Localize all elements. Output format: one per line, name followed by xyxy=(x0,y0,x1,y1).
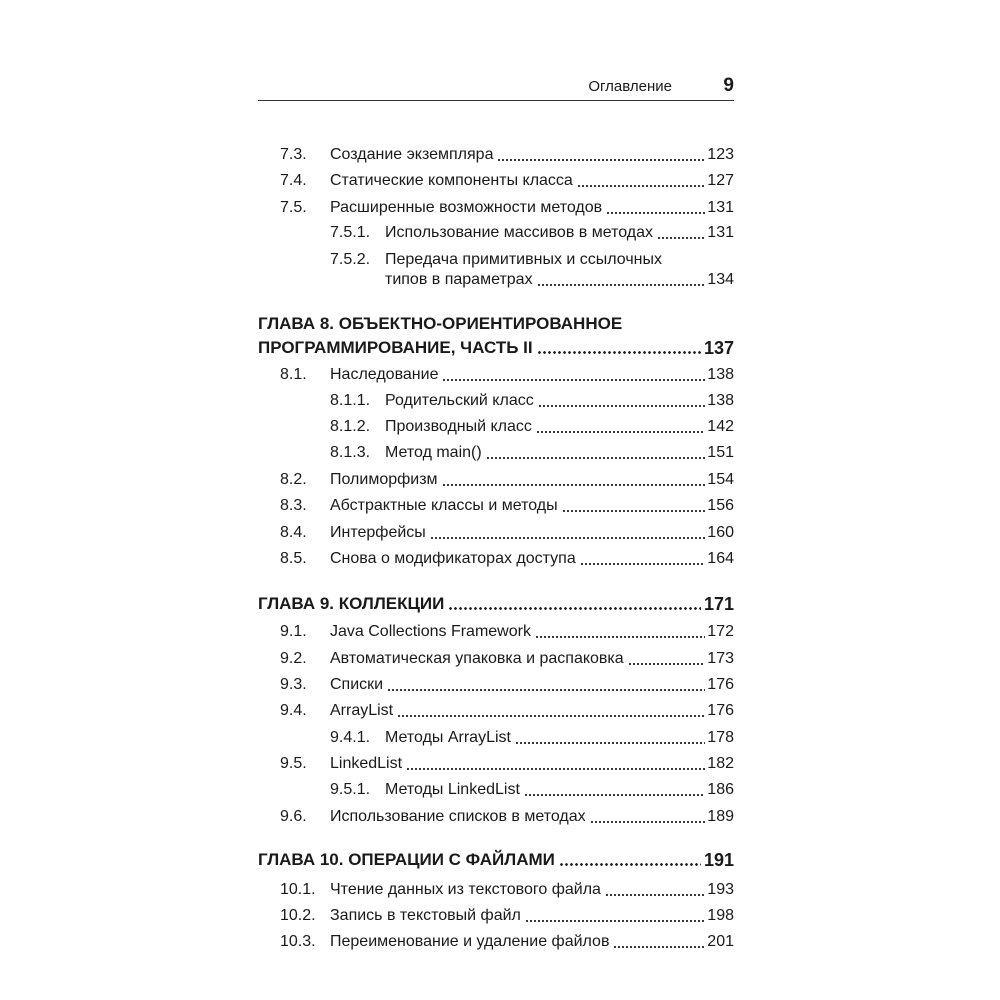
entry-page: 201 xyxy=(707,933,734,950)
toc-entry[interactable] xyxy=(0,877,1000,903)
toc-entry[interactable] xyxy=(0,804,1000,830)
header-page-number: 9 xyxy=(723,75,734,96)
entry-title: Расширенные возможности методов xyxy=(330,198,606,218)
entry-title: Использование списков в методах xyxy=(330,807,590,827)
entry-page: 198 xyxy=(707,907,734,924)
entry-number: 7.5.2. xyxy=(330,251,371,268)
dot-leader xyxy=(497,148,705,162)
toc-entry[interactable] xyxy=(0,646,1000,672)
entry-number: 8.1.3. xyxy=(330,444,371,461)
entry-title: Абстрактные классы и методы xyxy=(330,496,562,516)
toc-entry[interactable] xyxy=(0,903,1000,929)
dot-leader xyxy=(657,226,705,240)
entry-title: Метод main() xyxy=(385,443,486,463)
toc-entry[interactable] xyxy=(0,619,1000,645)
entry-title: Полиморфизм xyxy=(330,470,442,490)
toc-subentry[interactable] xyxy=(0,725,1000,751)
chapter-heading[interactable] xyxy=(258,312,734,360)
entry-title: Запись в текстовый файл xyxy=(330,906,525,926)
entry-title: Java Collections Framework xyxy=(330,622,535,642)
dot-leader xyxy=(486,446,706,460)
entry-number: 10.1. xyxy=(280,881,316,898)
entry-number: 9.5. xyxy=(280,755,307,772)
chapter-title-line1: ГЛАВА 8. ОБЪЕКТНО-ОРИЕНТИРОВАННОЕ xyxy=(258,314,623,333)
dot-leader xyxy=(577,174,705,188)
entry-number: 7.3. xyxy=(280,146,307,163)
toc-subentry[interactable] xyxy=(0,440,1000,466)
entry-title: Родительский класс xyxy=(385,391,538,411)
entry-page: 193 xyxy=(707,881,734,898)
chapter-page: 171 xyxy=(703,594,734,614)
dot-leader xyxy=(524,783,705,797)
dot-leader xyxy=(613,935,705,949)
entry-title: ArrayList xyxy=(330,701,397,721)
entry-number: 7.5.1. xyxy=(330,224,371,241)
toc-entry[interactable] xyxy=(0,698,1000,724)
entry-number: 8.5. xyxy=(280,550,307,567)
dot-leader xyxy=(536,420,705,434)
entry-page: 123 xyxy=(707,146,734,163)
entry-number: 7.5. xyxy=(280,199,307,216)
entry-title: Создание экземпляра xyxy=(330,145,497,165)
chapter-title: ГЛАВА 10. ОПЕРАЦИИ С ФАЙЛАМИ xyxy=(258,850,555,869)
dot-leader xyxy=(387,678,705,692)
entry-page: 134 xyxy=(707,271,734,288)
entry-number: 9.6. xyxy=(280,808,307,825)
entry-title-line2: типов в параметрах xyxy=(385,271,533,288)
entry-number: 10.3. xyxy=(280,933,316,950)
entry-page: 182 xyxy=(707,755,734,772)
toc-entry[interactable] xyxy=(0,168,1000,194)
entry-page: 176 xyxy=(707,702,734,719)
toc-subentry[interactable] xyxy=(0,777,1000,803)
entry-page: 138 xyxy=(707,366,734,383)
entry-page: 127 xyxy=(707,172,734,189)
entry-title: Переименование и удаление файлов xyxy=(330,932,613,952)
chapter-heading[interactable] xyxy=(258,592,734,616)
entry-page: 189 xyxy=(707,808,734,825)
dot-leader xyxy=(535,625,705,639)
dot-leader xyxy=(605,883,705,897)
dot-leader xyxy=(406,757,705,771)
entry-number: 8.1.1. xyxy=(330,392,371,409)
toc-entry[interactable] xyxy=(0,929,1000,955)
dot-leader xyxy=(430,526,706,540)
toc-entry[interactable] xyxy=(0,493,1000,519)
toc-entry[interactable] xyxy=(0,672,1000,698)
entry-page: 138 xyxy=(707,392,734,409)
toc-subentry[interactable] xyxy=(0,414,1000,440)
entry-number: 9.2. xyxy=(280,650,307,667)
toc-entry[interactable] xyxy=(0,546,1000,572)
header-title: Оглавление xyxy=(588,78,672,95)
toc-entry[interactable] xyxy=(0,142,1000,168)
entry-number: 9.4. xyxy=(280,702,307,719)
entry-page: 151 xyxy=(707,444,734,461)
dot-leader xyxy=(448,595,701,611)
entry-title: Наследование xyxy=(330,365,442,385)
entry-title: Чтение данных из текстового файла xyxy=(330,880,605,900)
dot-leader xyxy=(537,273,706,287)
entry-page: 173 xyxy=(707,650,734,667)
dot-leader xyxy=(537,339,701,355)
dot-leader xyxy=(562,499,706,513)
chapter-page: 137 xyxy=(703,338,734,358)
entry-page: 172 xyxy=(707,623,734,640)
dot-leader xyxy=(538,394,706,408)
dot-leader xyxy=(515,731,705,745)
toc-entry[interactable] xyxy=(0,467,1000,493)
entry-page: 160 xyxy=(707,524,734,541)
entry-number: 10.2. xyxy=(280,907,316,924)
toc-entry[interactable] xyxy=(0,520,1000,546)
entry-page: 131 xyxy=(707,224,734,241)
entry-title: Интерфейсы xyxy=(330,523,430,543)
entry-number: 8.4. xyxy=(280,524,307,541)
dot-leader xyxy=(559,851,701,867)
entry-title: Снова о модификаторах доступа xyxy=(330,549,580,569)
header-rule xyxy=(258,100,734,101)
toc-subentry[interactable] xyxy=(0,220,1000,246)
entry-number: 9.3. xyxy=(280,676,307,693)
entry-number: 8.1.2. xyxy=(330,418,371,435)
chapter-heading[interactable] xyxy=(258,848,734,872)
entry-title: Методы ArrayList xyxy=(385,728,515,748)
dot-leader xyxy=(397,704,705,718)
entry-number: 7.4. xyxy=(280,172,307,189)
dot-leader xyxy=(606,201,705,215)
entry-number: 9.5.1. xyxy=(330,781,371,798)
toc-entry[interactable] xyxy=(0,751,1000,777)
entry-number: 9.4.1. xyxy=(330,729,371,746)
dot-leader xyxy=(525,909,705,923)
entry-page: 178 xyxy=(707,729,734,746)
entry-page: 131 xyxy=(707,199,734,216)
entry-page: 176 xyxy=(707,676,734,693)
entry-page: 154 xyxy=(707,471,734,488)
entry-number: 8.2. xyxy=(280,471,307,488)
entry-title: Статические компоненты класса xyxy=(330,171,577,191)
entry-number: 9.1. xyxy=(280,623,307,640)
entry-title-line1: Передача примитивных и ссылочных xyxy=(385,251,663,268)
entry-number: 8.1. xyxy=(280,366,307,383)
entry-page: 164 xyxy=(707,550,734,567)
entry-title: Использование массивов в методах xyxy=(385,223,657,243)
entry-number: 8.3. xyxy=(280,497,307,514)
dot-leader xyxy=(590,810,706,824)
entry-title: LinkedList xyxy=(330,754,406,774)
entry-page: 186 xyxy=(707,781,734,798)
entry-title: Производный класс xyxy=(385,417,536,437)
dot-leader xyxy=(442,368,705,382)
dot-leader xyxy=(580,552,706,566)
running-header xyxy=(258,76,734,100)
entry-title: Автоматическая упаковка и распаковка xyxy=(330,649,628,669)
entry-page: 142 xyxy=(707,418,734,435)
entry-title: Списки xyxy=(330,675,387,695)
chapter-page: 191 xyxy=(703,850,734,870)
chapter-title-line2: ПРОГРАММИРОВАНИЕ, ЧАСТЬ II xyxy=(258,338,533,357)
toc-entry[interactable] xyxy=(0,195,1000,221)
entry-title: Методы LinkedList xyxy=(385,780,524,800)
toc-subentry[interactable] xyxy=(0,247,1000,291)
dot-leader xyxy=(628,652,706,666)
toc-subentry[interactable] xyxy=(0,388,1000,414)
toc-entry[interactable] xyxy=(0,362,1000,388)
chapter-title: ГЛАВА 9. КОЛЛЕКЦИИ xyxy=(258,594,445,613)
entry-page: 156 xyxy=(707,497,734,514)
dot-leader xyxy=(442,473,706,487)
